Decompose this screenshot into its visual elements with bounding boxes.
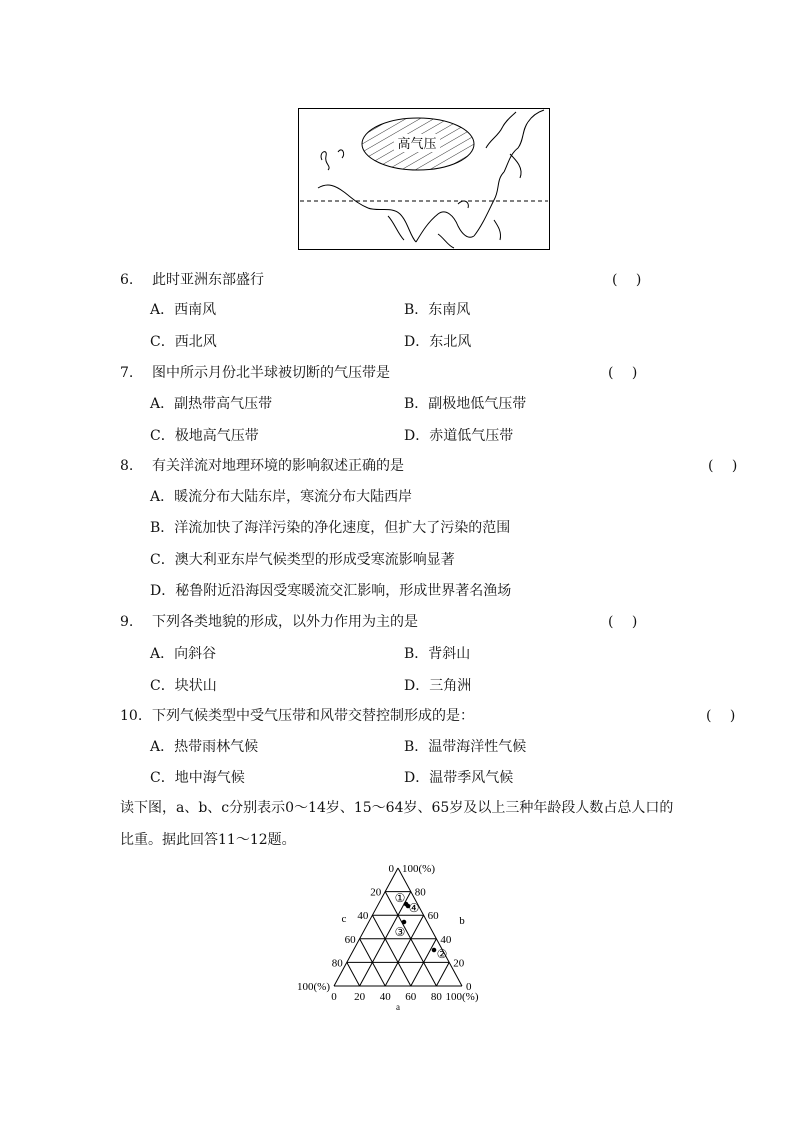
data-point-label: ③	[394, 925, 406, 939]
question-text: 图中所示月份北半球被切断的气压带是	[152, 365, 390, 381]
answer-option[interactable]: B．洋流加快了海洋污染的净化速度，但扩大了污染的范围	[150, 520, 511, 536]
answer-option[interactable]: B．副极地低气压带	[404, 396, 527, 412]
axis-label-b: b	[459, 915, 465, 927]
left-tick-label: 80	[331, 957, 343, 970]
data-point-dot	[432, 948, 436, 952]
axis-label-a: a	[396, 1002, 400, 1012]
ternary-labels	[297, 863, 479, 1012]
left-tick-label: 20	[370, 886, 382, 899]
right-tick-label: 0	[466, 981, 472, 993]
left-tick-label: 0	[388, 863, 394, 875]
question-number: 7.	[120, 365, 134, 381]
answer-option[interactable]: C．西北风	[150, 334, 217, 350]
question-number: 8.	[120, 458, 134, 474]
answer-blank[interactable]: ( )	[612, 272, 642, 288]
triangle-edge	[331, 868, 398, 986]
right-tick-label: 20	[453, 957, 465, 970]
left-tick-label: 60	[344, 933, 356, 946]
answer-option[interactable]: A．热带雨林气候	[150, 739, 259, 755]
answer-option[interactable]: A．西南风	[150, 302, 217, 318]
question-text: 下列各类地貌的形成，以外力作用为主的是	[152, 614, 418, 630]
bottom-tick-label: 40	[379, 991, 391, 1003]
answer-option[interactable]: B．温带海洋性气候	[404, 739, 527, 755]
data-point-label: ②	[436, 947, 448, 961]
answer-blank[interactable]: ( )	[608, 365, 638, 381]
intro-line-1: 读下图，a、b、c分别表示0～14岁、15～64岁、65岁及以上三种年龄段人数占总人口的	[120, 800, 674, 816]
answer-blank[interactable]: ( )	[708, 458, 738, 474]
answer-option[interactable]: D．温带季风气候	[404, 770, 514, 786]
bottom-tick-label: 20	[354, 991, 366, 1003]
answer-option[interactable]: D．赤道低气压带	[404, 428, 514, 444]
question-number: 9.	[120, 614, 134, 630]
right-tick-label: 60	[427, 910, 439, 923]
question-text: 有关洋流对地理环境的影响叙述正确的是	[152, 458, 404, 474]
answer-blank[interactable]: ( )	[608, 614, 638, 630]
left-tick-label: 40	[357, 910, 369, 923]
data-point-label: ④	[408, 901, 420, 915]
answer-option[interactable]: C．地中海气候	[150, 770, 245, 786]
answer-option[interactable]: D．三角洲	[404, 678, 472, 694]
bottom-tick-label: 100(%)	[445, 991, 479, 1003]
answer-option[interactable]: C．澳大利亚东岸气候类型的形成受寒流影响显著	[150, 552, 455, 568]
answer-option[interactable]: C．极地高气压带	[150, 428, 259, 444]
grid-line	[436, 962, 449, 986]
bottom-tick-label: 60	[405, 991, 417, 1003]
answer-option[interactable]: A．暖流分布大陆东岸，寒流分布大陆西岸	[150, 489, 413, 505]
right-tick-label: 100(%)	[402, 863, 435, 875]
question-number: 6.	[120, 272, 134, 288]
answer-option[interactable]: D．东北风	[404, 334, 472, 350]
data-point-label: ①	[394, 891, 406, 905]
right-tick-label: 40	[440, 933, 452, 946]
bottom-tick-label: 0	[331, 991, 337, 1003]
left-tick-label: 100(%)	[297, 981, 330, 993]
question-text: 此时亚洲东部盛行	[152, 272, 264, 288]
answer-option[interactable]: D．秘鲁附近沿海因受寒暖流交汇影响，形成世界著名渔场	[150, 583, 512, 599]
question-number: 10.	[120, 708, 143, 724]
data-point-dot	[402, 920, 406, 924]
answer-option[interactable]: A．向斜谷	[150, 646, 217, 662]
population-ternary-diagram	[292, 858, 504, 1018]
high-pressure-label: 高气压	[397, 137, 437, 152]
answer-option[interactable]: A．副热带高气压带	[150, 396, 273, 412]
answer-option[interactable]: C．块状山	[150, 678, 217, 694]
right-tick-label: 80	[414, 886, 426, 899]
answer-option[interactable]: B．东南风	[404, 302, 471, 318]
answer-option[interactable]: B．背斜山	[404, 646, 471, 662]
grid-line	[347, 962, 360, 986]
axis-label-c: c	[341, 913, 347, 925]
bottom-tick-label: 80	[430, 991, 442, 1003]
asia-pressure-map	[298, 108, 550, 250]
intro-line-2: 比重。据此回答11～12题。	[120, 832, 296, 848]
question-text: 下列气候类型中受气压带和风带交替控制形成的是：	[152, 708, 474, 724]
answer-blank[interactable]: ( )	[706, 708, 736, 724]
